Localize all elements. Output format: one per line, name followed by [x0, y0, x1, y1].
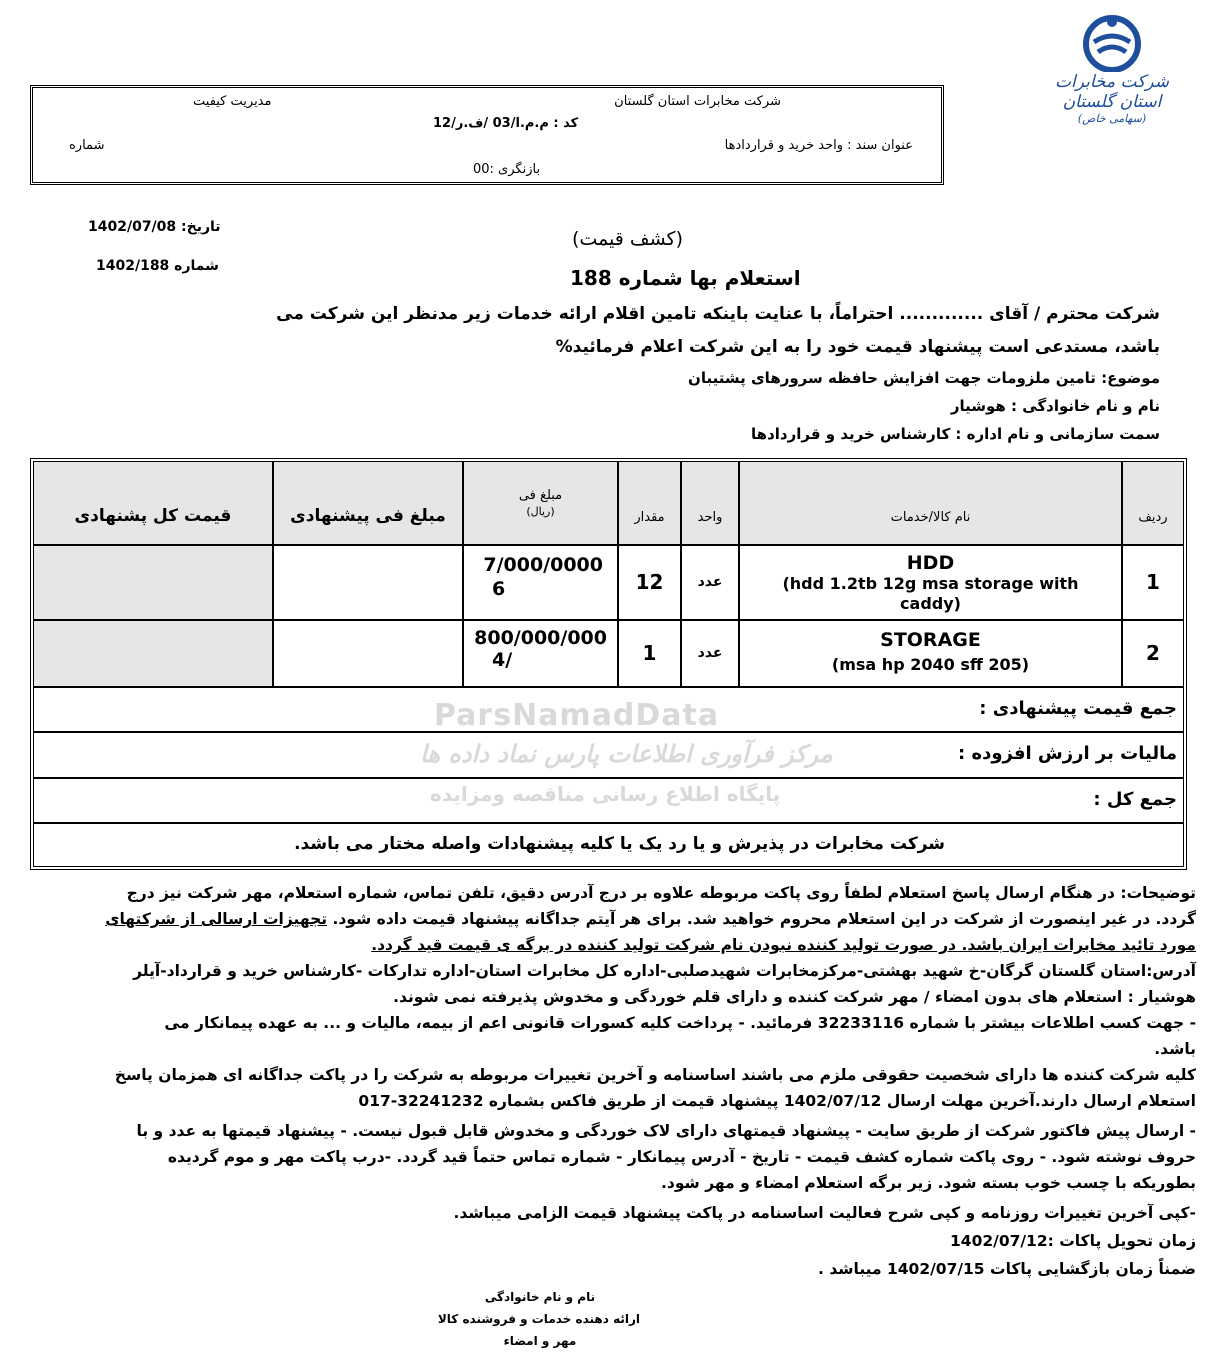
watermark-brand: ParsNamadData [434, 698, 720, 733]
opening-time: ضمناً زمان بازگشایی پاکات 1402/07/15 میباشد . [818, 1260, 1196, 1278]
doc-number: شماره 1402/188 [96, 258, 219, 274]
intro-line-2: باشد، مستدعی است پیشنهاد قیمت خود را به این شرکت اعلام فرمائید% [555, 337, 1160, 357]
col-header-item: نام کالا/خدمات [739, 461, 1122, 545]
col-header-offer-unit: مبلغ فی پیشنهادی [273, 461, 463, 545]
col-header-row: ردیف [1122, 461, 1184, 545]
note-line: -کپی آخرین تغییرات روزنامه و کپی شرح فعالیت اساسنامه در پاکت پیشنهاد قیمت الزامی میباشد. [453, 1204, 1196, 1222]
note-line: گردد. در غیر اینصورت از شرکت در این استعلام محروم خواهید شد. برای هر آیتم جداگانه پیشنهاد قیمت داده شود. تجهیزات ارسالی از شرکتهای [105, 910, 1196, 928]
note-line: هوشیار : استعلام های بدون امضاء / مهر شرکت کننده و دارای قلم خوردگی و مخدوش پذیرفته نمی شوند. [393, 988, 1196, 1006]
logo-company-type: (سهامی خاص) [1077, 112, 1147, 125]
vat-row: مالیات بر ارزش افزوده : [33, 732, 1184, 778]
note-line: - ارسال پیش فاکتور شرکت از طریق سایت - پیشنهاد قیمتهای دارای لاک خوردگی و مخدوش قابل قبول نیست. - پیشنهاد قیمتها به عدد و با [136, 1122, 1196, 1140]
note-underlined: تجهیزات ارسالی از شرکتهای [105, 910, 328, 928]
title-main: استعلام بها شماره 188 [570, 266, 801, 290]
signature-name: نام و نام خانوادگی [484, 1290, 596, 1304]
header-doc-title: عنوان سند : واحد خرید و قراردادها [724, 138, 913, 153]
header-number-label: شماره [69, 138, 105, 153]
note-line: آدرس:استان گلستان گرگان-خ شهید بهشتی-مرکزمخابرات شهیدصلبی-اداره کل مخابرات استان-اداره تدارکات -کارشناس خرید و قرارداد-آیلر [133, 962, 1196, 980]
col-header-unit-price: مبلغ فی (ریال) [463, 461, 618, 545]
unit-cell: عدد [681, 620, 739, 687]
unit-price-cell: 7/000/0000 6 [463, 545, 618, 620]
header-department: مدیریت کیفیت [193, 94, 272, 109]
col-header-offer-total: قیمت کل پشنهادی [33, 461, 273, 545]
logo-company-name: شرکت مخابرات استان گلستان [1055, 72, 1169, 112]
offer-unit-cell[interactable] [273, 620, 463, 687]
delivery-time: زمان تحویل پاکات :1402/07/12 [950, 1232, 1196, 1250]
intro-position: سمت سازمانی و نام اداره : کارشناس خرید و قراردادها [751, 425, 1160, 443]
offer-unit-cell[interactable] [273, 545, 463, 620]
item-cell: STORAGE (msa hp 2040 sff 205) [739, 620, 1122, 687]
intro-subject: موضوع: تامین ملزومات جهت افزایش حافظه سرورهای پشتیبان [688, 369, 1160, 387]
header-company: شرکت مخابرات استان گلستان [614, 94, 781, 109]
note-line: حروف نوشته شود. - روی پاکت شماره کشف قیمت - تاریخ - آدرس پیمانکار - شماره تماس حتماً قید گردد. -درب پاکت مهر و موم گردیده [167, 1148, 1196, 1166]
telecom-logo-icon [1066, 10, 1158, 72]
note-line: استعلام ارسال دارند.آخرین مهلت ارسال 1402/07/12 پیشنهاد قیمت از طریق فاکس بشماره 32241232-017 [358, 1092, 1196, 1110]
col-header-unit: واحد [681, 461, 739, 545]
sum-row: جمع قیمت پیشنهادی : [33, 687, 1184, 732]
note-line: باشد. [1154, 1040, 1196, 1058]
table-row: 1 [1122, 545, 1184, 620]
total-row: جمع کل : [33, 778, 1184, 823]
qty-cell: 12 [618, 545, 681, 620]
unit-cell: عدد [681, 545, 739, 620]
col-header-qty: مقدار [618, 461, 681, 545]
intro-name: نام و نام خانوادگی : هوشیار [950, 397, 1160, 415]
offer-total-cell[interactable] [33, 620, 273, 687]
intro-line-1: شرکت محترم / آقای ............. احتراماً، با عنایت باینکه تامین اقلام ارائه خدمات زیر مدنظر این شرکت می [276, 304, 1160, 324]
note-line: مورد تائید مخابرات ایران باشد. در صورت تولید کننده نبودن نام شرکت تولید کننده در برگه ی قیمت قید گردد. [371, 936, 1196, 954]
price-inquiry-table [30, 458, 1187, 870]
document-header-box [30, 85, 944, 185]
note-line: کلیه شرکت کننده ها دارای شخصیت حقوقی ملزم می باشند اساسنامه و آخرین تغییرات مربوطه به شرکت را در پاکت جداگانه ای همزمان پاسخ [114, 1066, 1196, 1084]
footer-row: شرکت مخابرات در پذیرش و یا رد یک یا کلیه پیشنهادات واصله مختار می باشد. [33, 823, 1184, 867]
note-line: بطوریکه با چسب خوب بسته شود. زیر برگه استعلام امضاء و مهر شود. [661, 1174, 1196, 1192]
table-row: 2 [1122, 620, 1184, 687]
header-revision: بازنگری :00 [473, 162, 541, 177]
watermark-line-2: پایگاه اطلاع رسانی مناقصه ومزایده [430, 782, 781, 806]
doc-date: تاریخ: 1402/07/08 [88, 219, 221, 235]
note-line: توضیحات: در هنگام ارسال پاسخ استعلام لطفاً روی پاکت مربوطه علاوه بر درج آدرس دقیق، تلفن تماس، شماره استعلام، مهر شرکت نیز درج [126, 884, 1196, 902]
item-cell: HDD (hdd 1.2tb 12g msa storage with caddy) [739, 545, 1122, 620]
note-line: - جهت کسب اطلاعات بیشتر با شماره 32233116 فرمائید. - پرداخت کلیه کسورات قانونی اعم از بیمه، مالیات و ... به عهده پیمانکار می [164, 1014, 1196, 1032]
header-code: کد : م.م.ا/03 /ف.ر/12 [433, 116, 579, 131]
signature-role: ارائه دهنده خدمات و فروشنده کالا [437, 1312, 640, 1326]
watermark-line-1: مرکز فرآوری اطلاعات پارس نماد داده ها [420, 740, 833, 768]
unit-price-cell: 800/000/000 4/ [463, 620, 618, 687]
company-logo [1032, 10, 1192, 125]
offer-total-cell[interactable] [33, 545, 273, 620]
signature-stamp: مهر و امضاء [503, 1334, 577, 1348]
title-sub: (کشف قیمت) [572, 228, 683, 250]
qty-cell: 1 [618, 620, 681, 687]
